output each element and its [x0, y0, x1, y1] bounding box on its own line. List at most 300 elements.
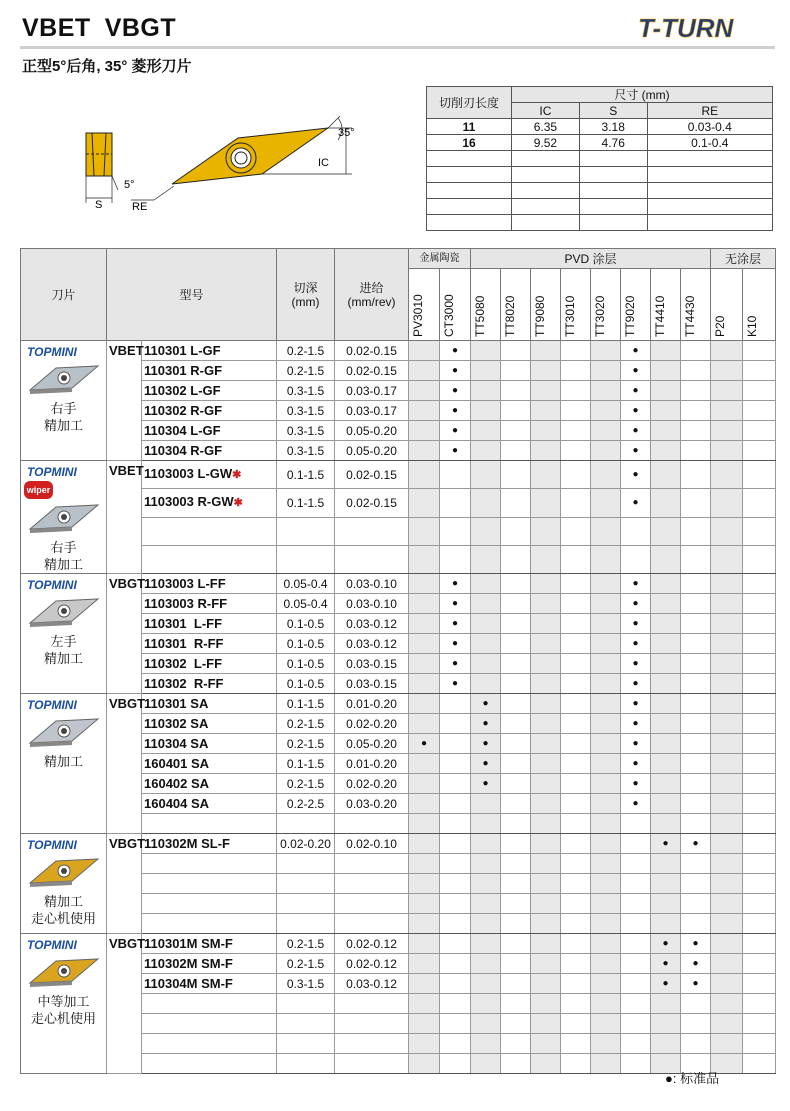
grade-cell	[621, 834, 651, 854]
standard-dot-icon: ●	[632, 797, 639, 809]
grade-cell	[591, 694, 621, 714]
grade-cell	[531, 874, 561, 894]
grade-cell	[651, 614, 681, 634]
svg-text:TOPMINI: TOPMINI	[26, 578, 77, 592]
col-pvd: PVD 涂层	[471, 249, 711, 269]
insert-photo	[26, 501, 102, 535]
grade-cell	[681, 517, 711, 545]
grade-cell	[531, 634, 561, 654]
grade-cell	[531, 714, 561, 734]
grade-cell	[591, 714, 621, 734]
grade-cell	[681, 545, 711, 573]
grade-cell	[471, 674, 501, 694]
grade-cell	[621, 854, 651, 874]
feed-rate	[335, 874, 409, 894]
grade-cell	[561, 754, 591, 774]
grade-cell	[681, 489, 711, 517]
wiper-badge: wiper	[24, 481, 54, 499]
grade-cell	[651, 1034, 681, 1054]
grade-cell	[440, 874, 471, 894]
grade-cell	[711, 834, 743, 854]
grade-cell	[531, 1054, 561, 1074]
grade-cell	[591, 814, 621, 834]
grade-cell	[440, 361, 471, 381]
standard-dot-icon: ●	[451, 364, 459, 376]
grade-table	[20, 248, 776, 1074]
grade-cell	[471, 634, 501, 654]
grade-cell	[531, 734, 561, 754]
model-code: 110302M SM-F	[142, 954, 277, 974]
standard-dot-icon: ●	[632, 677, 639, 689]
feed-rate	[335, 517, 409, 545]
series-label: VBGT	[107, 694, 142, 834]
depth-of-cut: 0.2-1.5	[277, 361, 335, 381]
feed-rate: 0.05-0.20	[335, 441, 409, 461]
grade-cell	[591, 874, 621, 894]
grade-cell	[561, 854, 591, 874]
grade-cell	[471, 694, 501, 714]
insert-label: 精加工	[43, 418, 83, 433]
depth-of-cut: 0.3-1.5	[277, 441, 335, 461]
grade-cell	[651, 974, 681, 994]
grade-cell	[561, 594, 591, 614]
grade-cell	[471, 914, 501, 934]
grade-cell	[501, 934, 531, 954]
feed-rate: 0.02-0.15	[335, 361, 409, 381]
standard-dot-icon: ●	[662, 937, 669, 949]
grade-cell	[591, 754, 621, 774]
grade-cell	[440, 341, 471, 361]
grade-cell	[471, 441, 501, 461]
grade-cell	[531, 489, 561, 517]
grade-cell	[651, 674, 681, 694]
grade-cell	[621, 341, 651, 361]
dim-row	[427, 119, 773, 135]
depth-of-cut	[277, 914, 335, 934]
grade-cell	[743, 614, 776, 634]
dim-col-length: 切削刃长度	[427, 87, 512, 119]
grade-cell	[681, 694, 711, 714]
standard-dot-icon: ●	[662, 957, 669, 969]
dim-s: 4.76	[579, 135, 647, 151]
title-rule	[20, 46, 775, 49]
grade-cell	[743, 1034, 776, 1054]
grade-cell	[409, 994, 440, 1014]
grade-cell	[621, 381, 651, 401]
standard-dot-icon: ●	[451, 424, 459, 436]
grade-cell	[561, 934, 591, 954]
grade-cell	[591, 341, 621, 361]
feed-rate	[335, 1014, 409, 1034]
grade-cell	[561, 774, 591, 794]
grade-cell	[409, 634, 440, 654]
grade-cell	[409, 341, 440, 361]
standard-dot-icon: ●	[451, 597, 459, 609]
grade-cell	[471, 934, 501, 954]
grade-cell	[651, 814, 681, 834]
depth-of-cut: 0.1-1.5	[277, 461, 335, 489]
grade-cell	[561, 361, 591, 381]
grade-cell	[711, 461, 743, 489]
table-row	[21, 574, 776, 594]
grade-cell	[591, 654, 621, 674]
feed-rate: 0.02-0.20	[335, 774, 409, 794]
grade-cell	[681, 914, 711, 934]
standard-dot-icon: ●	[482, 717, 489, 729]
grade-cell	[471, 814, 501, 834]
standard-dot-icon: ●	[451, 617, 459, 629]
grade-cell	[711, 545, 743, 573]
depth-of-cut	[277, 1054, 335, 1074]
grade-cell	[409, 545, 440, 573]
grade-cell	[409, 774, 440, 794]
grade-cell	[501, 914, 531, 934]
grade-tt4410: TT4410	[651, 269, 681, 341]
standard-dot-icon: ●	[662, 977, 669, 989]
grade-cell	[440, 754, 471, 774]
grade-cell	[743, 994, 776, 1014]
feed-rate: 0.03-0.17	[335, 401, 409, 421]
grade-cell	[471, 954, 501, 974]
grade-cell	[681, 834, 711, 854]
standard-dot-icon: ●	[632, 597, 639, 609]
grade-cell	[711, 1014, 743, 1034]
grade-cell	[501, 421, 531, 441]
grade-cell	[651, 574, 681, 594]
depth-of-cut: 0.3-1.5	[277, 421, 335, 441]
grade-cell	[743, 594, 776, 614]
feed-rate: 0.03-0.20	[335, 794, 409, 814]
standard-dot-icon: ●	[632, 496, 639, 508]
re-label: RE	[132, 201, 148, 213]
grade-cell	[621, 401, 651, 421]
grade-cell	[711, 994, 743, 1014]
grade-cell	[440, 814, 471, 834]
grade-cell	[621, 594, 651, 614]
grade-cell	[471, 1014, 501, 1034]
grade-cell	[440, 974, 471, 994]
depth-of-cut: 0.2-1.5	[277, 714, 335, 734]
model-code	[142, 894, 277, 914]
grade-cell	[471, 421, 501, 441]
grade-cell	[440, 954, 471, 974]
grade-k10: K10	[743, 269, 776, 341]
depth-of-cut: 0.2-1.5	[277, 774, 335, 794]
grade-cell	[409, 401, 440, 421]
grade-cell	[531, 1014, 561, 1034]
grade-cell	[471, 574, 501, 594]
grade-cell	[471, 401, 501, 421]
grade-cell	[743, 754, 776, 774]
grade-cell	[591, 914, 621, 934]
model-code: 160402 SA	[142, 774, 277, 794]
insert-cell	[21, 341, 107, 461]
grade-cell	[501, 774, 531, 794]
model-code	[142, 994, 277, 1014]
standard-dot-icon: ●	[632, 468, 639, 480]
grade-cell	[440, 614, 471, 634]
model-code	[142, 814, 277, 834]
grade-cell	[743, 341, 776, 361]
insert-photo	[26, 715, 102, 749]
model-code: 110304 L-GF	[142, 421, 277, 441]
asterisk-icon: ✱	[233, 497, 243, 510]
depth-of-cut: 0.1-0.5	[277, 614, 335, 634]
grade-cell	[561, 714, 591, 734]
model-code: 110304 SA	[142, 734, 277, 754]
grade-cell	[471, 794, 501, 814]
grade-cell	[471, 874, 501, 894]
grade-cell	[681, 894, 711, 914]
grade-cell	[440, 994, 471, 1014]
topmini-badge	[23, 464, 105, 480]
feed-rate: 0.01-0.20	[335, 694, 409, 714]
grade-cell	[591, 894, 621, 914]
col-uncoated: 无涂层	[711, 249, 776, 269]
grade-cell	[681, 381, 711, 401]
depth-of-cut: 0.02-0.20	[277, 834, 335, 854]
s-label: S	[95, 199, 103, 211]
grade-cell	[651, 654, 681, 674]
grade-cell	[531, 674, 561, 694]
model-code: 110304M SM-F	[142, 974, 277, 994]
grade-cell	[409, 754, 440, 774]
grade-cell	[591, 1054, 621, 1074]
grade-cell	[711, 441, 743, 461]
grade-cell	[711, 381, 743, 401]
grade-cell	[440, 421, 471, 441]
grade-cell	[440, 461, 471, 489]
grade-tt5080: TT5080	[471, 269, 501, 341]
relief-label: 5°	[124, 179, 135, 191]
page-title: VBET VBGT	[22, 14, 177, 42]
model-code: 110302 L-GF	[142, 381, 277, 401]
feed-rate	[335, 854, 409, 874]
grade-cell	[651, 754, 681, 774]
grade-cell	[711, 874, 743, 894]
grade-cell	[561, 974, 591, 994]
grade-tt3010: TT3010	[561, 269, 591, 341]
grade-cell	[651, 1014, 681, 1034]
grade-tt8020: TT8020	[501, 269, 531, 341]
dim-row-empty	[427, 183, 773, 199]
grade-cell	[531, 461, 561, 489]
grade-cell	[471, 461, 501, 489]
feed-rate: 0.01-0.20	[335, 754, 409, 774]
standard-dot-icon: ●	[632, 577, 639, 589]
grade-cell	[651, 994, 681, 1014]
col-insert: 刀片	[21, 249, 107, 341]
grade-cell	[440, 654, 471, 674]
grade-cell	[621, 934, 651, 954]
grade-cell	[711, 814, 743, 834]
feed-rate	[335, 1034, 409, 1054]
grade-cell	[409, 1034, 440, 1054]
standard-dot-icon: ●	[451, 677, 459, 689]
grade-cell	[440, 489, 471, 517]
grade-tt9020: TT9020	[621, 269, 651, 341]
grade-cell	[561, 674, 591, 694]
grade-cell	[591, 1034, 621, 1054]
feed-rate: 0.02-0.15	[335, 489, 409, 517]
depth-of-cut	[277, 874, 335, 894]
model-code: 110301 SA	[142, 694, 277, 714]
grade-cell	[501, 814, 531, 834]
grade-cell	[591, 734, 621, 754]
standard-dot-icon: ●	[451, 657, 459, 669]
grade-cell	[591, 934, 621, 954]
model-code: 110302 SA	[142, 714, 277, 734]
model-code: 110304 R-GF	[142, 441, 277, 461]
grade-cell	[681, 574, 711, 594]
insert-cell	[21, 834, 107, 934]
standard-dot-icon: ●	[482, 777, 489, 789]
grade-cell	[591, 461, 621, 489]
series-label: VBGT	[107, 834, 142, 934]
grade-cell	[501, 974, 531, 994]
feed-rate	[335, 1054, 409, 1074]
grade-cell	[681, 734, 711, 754]
grade-cell	[501, 674, 531, 694]
feed-rate: 0.02-0.10	[335, 834, 409, 854]
grade-cell	[743, 517, 776, 545]
standard-dot-icon: ●	[451, 404, 459, 416]
standard-dot-icon: ●	[482, 737, 489, 749]
grade-cell	[531, 594, 561, 614]
grade-cell	[621, 794, 651, 814]
grade-cell	[501, 694, 531, 714]
grade-cell	[711, 894, 743, 914]
grade-cell	[591, 1014, 621, 1034]
insert-label: 左手	[50, 634, 77, 649]
depth-of-cut	[277, 1014, 335, 1034]
grade-cell	[621, 694, 651, 714]
model-code	[142, 517, 277, 545]
grade-cell	[621, 461, 651, 489]
grade-cell	[591, 517, 621, 545]
depth-of-cut: 0.3-1.5	[277, 401, 335, 421]
grade-cell	[651, 594, 681, 614]
model-code: 160404 SA	[142, 794, 277, 814]
grade-cell	[471, 614, 501, 634]
model-code	[142, 545, 277, 573]
standard-dot-icon: ●	[632, 384, 639, 396]
grade-cell	[409, 934, 440, 954]
grade-cell	[711, 694, 743, 714]
grade-cell	[651, 734, 681, 754]
grade-cell	[651, 854, 681, 874]
dim-length: 16	[427, 135, 512, 151]
grade-cell	[591, 441, 621, 461]
dimension-table	[426, 86, 773, 231]
grade-cell	[651, 874, 681, 894]
grade-cell	[561, 1034, 591, 1054]
insert-label: 走心机使用	[30, 1011, 96, 1026]
feed-rate: 0.03-0.12	[335, 614, 409, 634]
table-row	[21, 341, 776, 361]
insert-photo	[26, 955, 102, 989]
grade-cell	[531, 341, 561, 361]
grade-cell	[743, 401, 776, 421]
grade-cell	[531, 517, 561, 545]
grade-cell	[711, 714, 743, 734]
grade-cell	[743, 489, 776, 517]
model-code: 110301 L-FF	[142, 614, 277, 634]
insert-photo	[26, 362, 102, 396]
col-feed: 进给 (mm/rev)	[335, 249, 409, 341]
grade-cell	[681, 654, 711, 674]
grade-cell	[651, 461, 681, 489]
depth-of-cut: 0.1-1.5	[277, 694, 335, 714]
grade-cell	[501, 994, 531, 1014]
grade-cell	[409, 794, 440, 814]
grade-cell	[621, 1034, 651, 1054]
grade-cell	[471, 1054, 501, 1074]
col-cermet: 金属陶瓷	[409, 249, 471, 269]
grade-cell	[681, 854, 711, 874]
grade-cell	[471, 1034, 501, 1054]
grade-cell	[440, 634, 471, 654]
grade-cell	[681, 754, 711, 774]
grade-cell	[531, 854, 561, 874]
grade-cell	[711, 914, 743, 934]
grade-cell	[409, 614, 440, 634]
grade-cell	[651, 421, 681, 441]
feed-rate: 0.05-0.20	[335, 734, 409, 754]
model-code: 1103003 R-GW✱	[142, 489, 277, 517]
model-code: 110301 L-GF	[142, 341, 277, 361]
grade-cell	[711, 574, 743, 594]
grade-cell	[621, 774, 651, 794]
grade-tt9080: TT9080	[531, 269, 561, 341]
grade-cell	[471, 341, 501, 361]
feed-rate: 0.05-0.20	[335, 421, 409, 441]
depth-of-cut: 0.3-1.5	[277, 974, 335, 994]
model-code	[142, 854, 277, 874]
grade-cell	[651, 545, 681, 573]
grade-cell	[561, 1054, 591, 1074]
grade-cell	[711, 754, 743, 774]
grade-cell	[561, 421, 591, 441]
feed-rate	[335, 914, 409, 934]
grade-cell	[561, 461, 591, 489]
grade-cell	[651, 634, 681, 654]
grade-cell	[471, 774, 501, 794]
grade-cell	[531, 694, 561, 714]
grade-cell	[501, 854, 531, 874]
grade-cell	[621, 754, 651, 774]
grade-cell	[743, 674, 776, 694]
grade-cell	[471, 381, 501, 401]
grade-cell	[440, 854, 471, 874]
grade-cell	[681, 714, 711, 734]
grade-cell	[621, 574, 651, 594]
grade-cell	[471, 545, 501, 573]
grade-cell	[561, 874, 591, 894]
table-row	[21, 461, 776, 489]
dim-ic: 6.35	[512, 119, 580, 135]
grade-cell	[711, 774, 743, 794]
standard-dot-icon: ●	[632, 657, 639, 669]
grade-cell	[531, 654, 561, 674]
grade-cell	[501, 401, 531, 421]
grade-cell	[651, 341, 681, 361]
depth-of-cut	[277, 545, 335, 573]
grade-cell	[681, 874, 711, 894]
grade-cell	[711, 594, 743, 614]
model-code: 110302M SL-F	[142, 834, 277, 854]
feed-rate: 0.03-0.15	[335, 654, 409, 674]
